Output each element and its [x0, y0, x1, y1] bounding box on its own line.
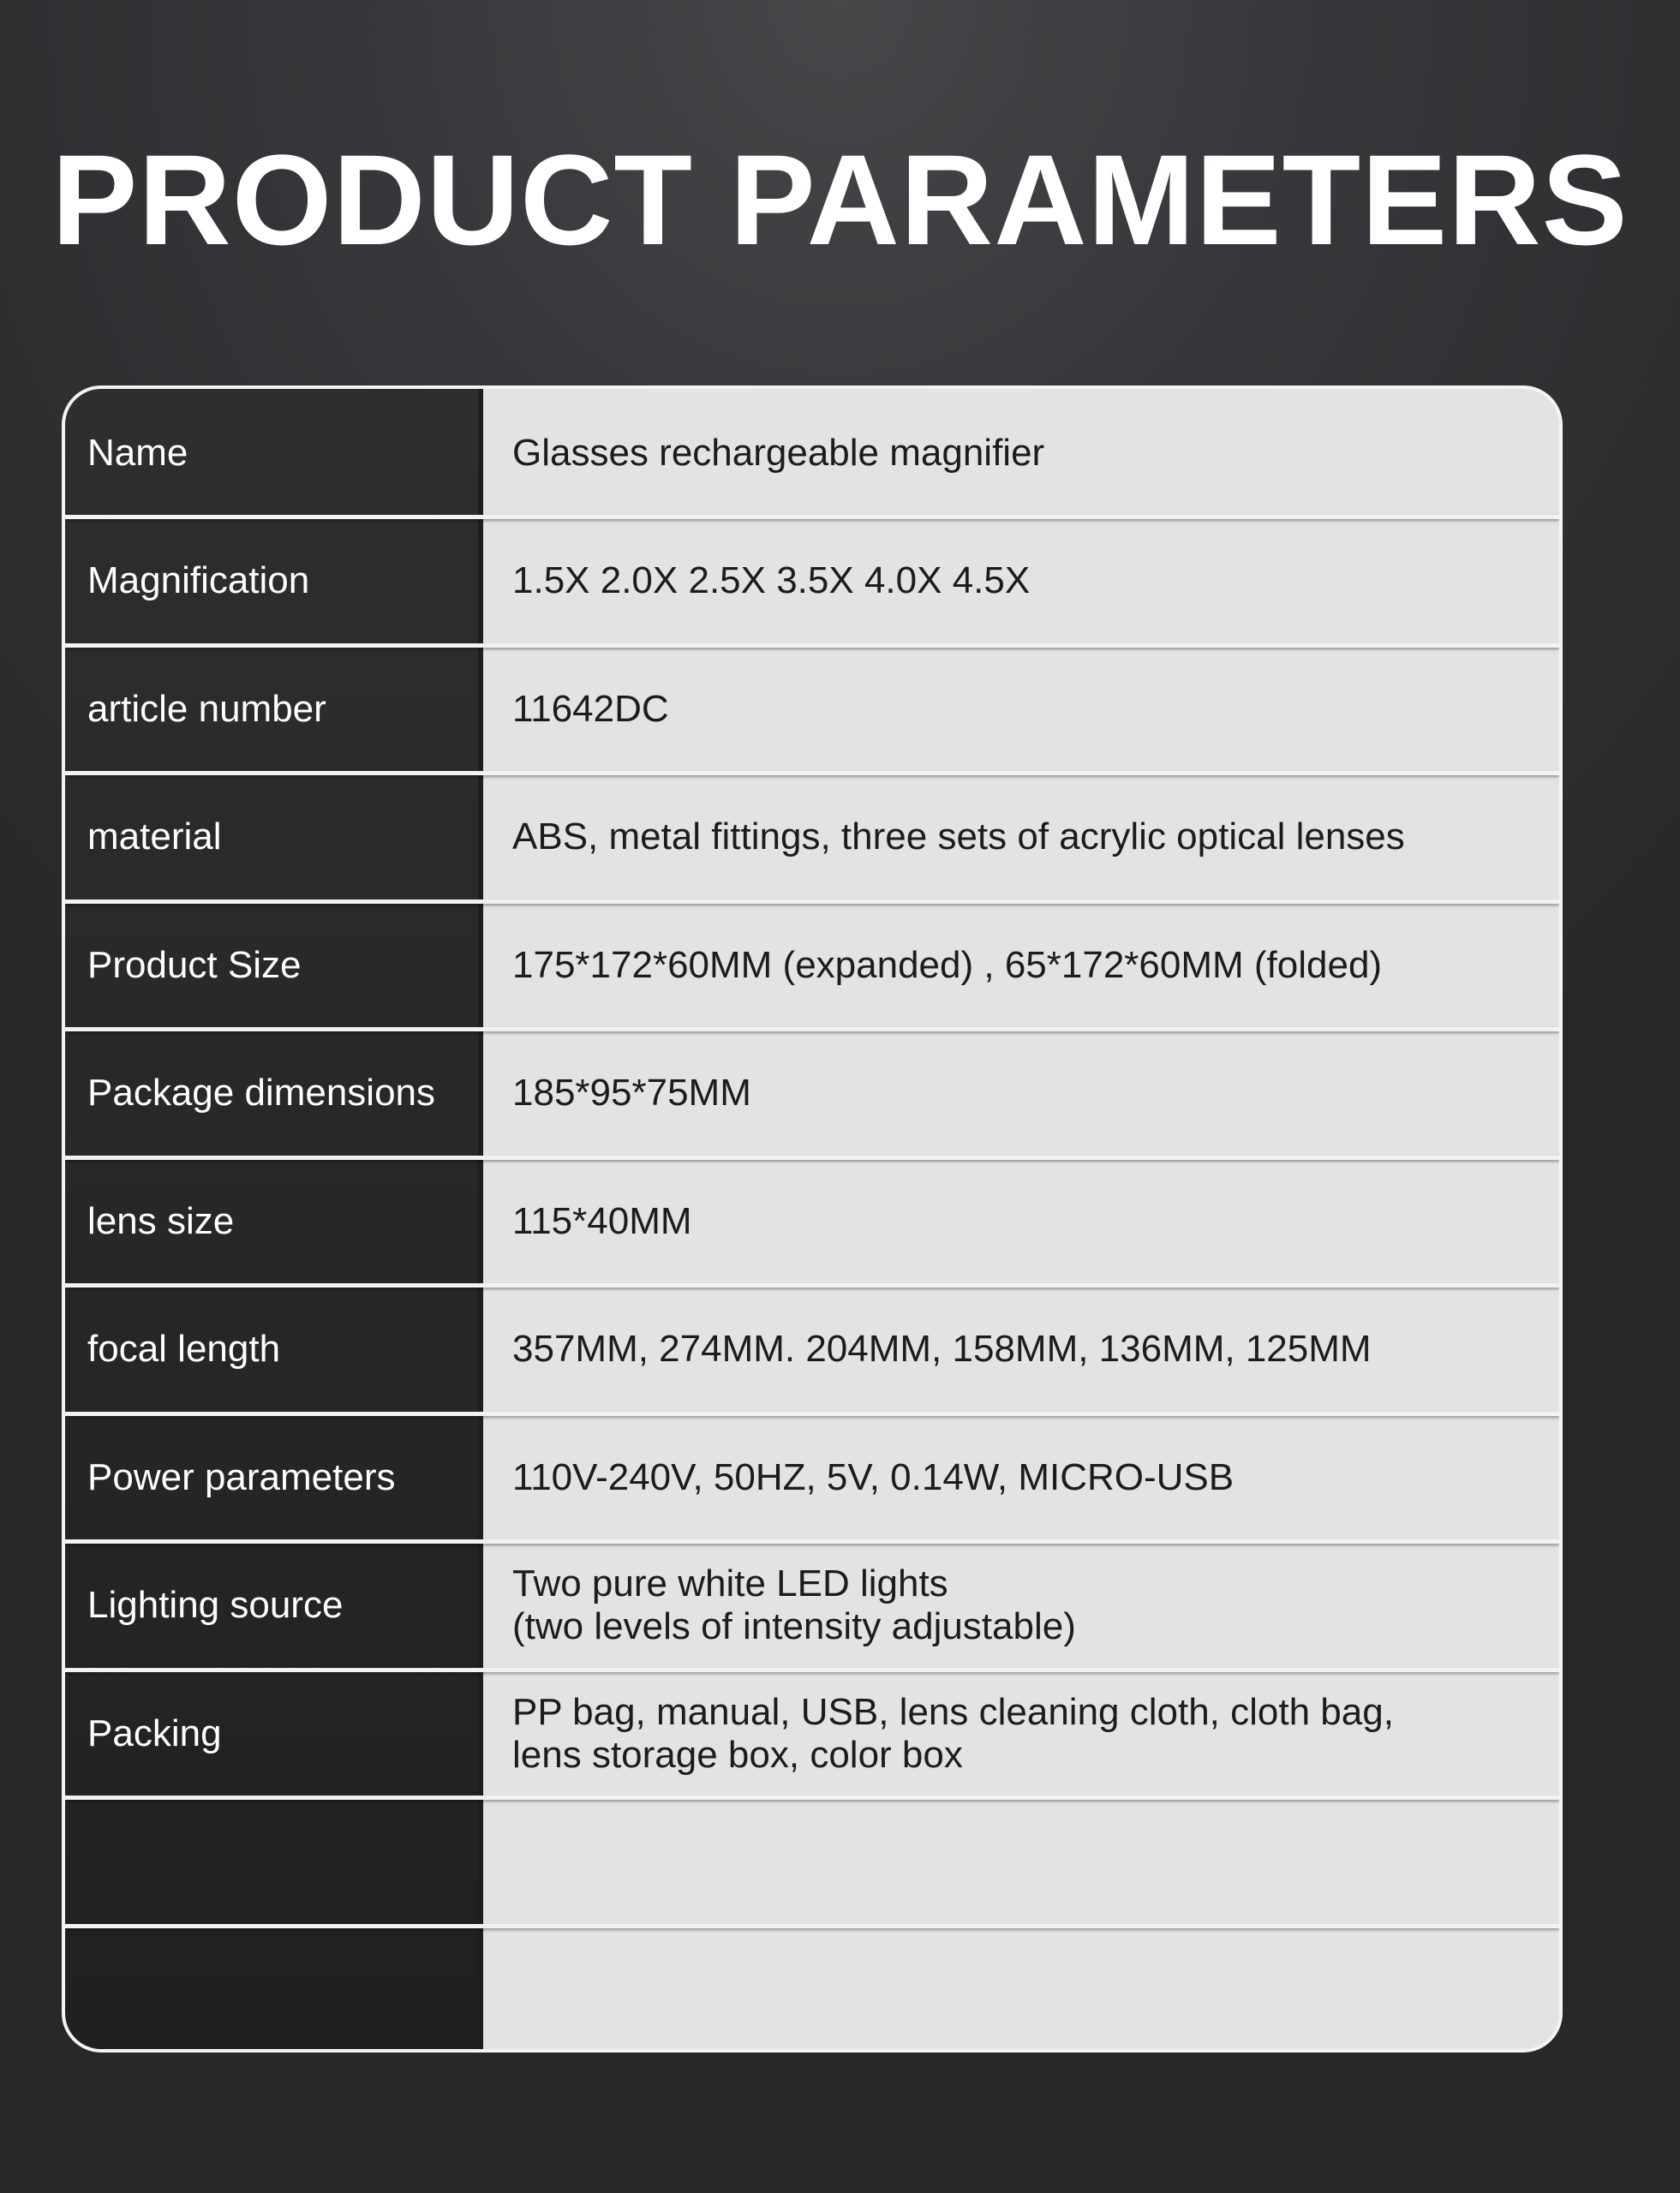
table-row-empty	[65, 1926, 1559, 2053]
row-label: Packing	[87, 1712, 222, 1754]
table-row-empty	[65, 1798, 1559, 1927]
table-row-package-dimensions	[65, 1030, 1559, 1158]
row-label: Product Size	[87, 943, 302, 986]
row-value: 11642DC	[512, 687, 669, 730]
table-row-lighting-source	[65, 1542, 1559, 1670]
row-value: ABS, metal fittings, three sets of acrylic optical lenses	[512, 816, 1405, 858]
row-value: Two pure white LED lights (two levels of intensity adjustable)	[512, 1563, 1076, 1648]
row-value: 115*40MM	[512, 1199, 692, 1242]
row-value: PP bag, manual, USB, lens cleaning cloth, cloth bag, lens storage box, color box	[512, 1690, 1394, 1776]
row-value	[512, 1926, 1540, 2053]
table-row-focal-length	[65, 1286, 1559, 1414]
row-label: article number	[87, 687, 326, 730]
row-label	[87, 1798, 473, 1927]
row-label: Name	[87, 431, 188, 474]
row-label: Magnification	[87, 559, 310, 602]
page-title: PRODUCT PARAMETERS	[51, 128, 1629, 272]
spec-table	[62, 385, 1563, 2053]
row-label	[87, 1926, 473, 2053]
table-row-magnification	[65, 517, 1559, 646]
row-value: 185*95*75MM	[512, 1072, 751, 1114]
row-label: Power parameters	[87, 1455, 396, 1498]
row-value: Glasses rechargeable magnifier	[512, 431, 1045, 474]
row-label: material	[87, 816, 222, 858]
row-value: 110V-240V, 50HZ, 5V, 0.14W, MICRO-USB	[512, 1455, 1235, 1498]
table-row-power-parameters	[65, 1413, 1559, 1542]
table-row-product-size	[65, 901, 1559, 1030]
table-row-name	[65, 389, 1559, 517]
table-row-material	[65, 774, 1559, 902]
row-label: Package dimensions	[87, 1072, 436, 1114]
row-value: 1.5X 2.0X 2.5X 3.5X 4.0X 4.5X	[512, 559, 1031, 602]
row-label: lens size	[87, 1199, 235, 1242]
row-value: 357MM, 274MM. 204MM, 158MM, 136MM, 125MM	[512, 1328, 1372, 1371]
row-label: focal length	[87, 1328, 281, 1371]
row-value: 175*172*60MM (expanded) , 65*172*60MM (folded)	[512, 943, 1383, 986]
row-label: Lighting source	[87, 1584, 344, 1627]
table-row-lens-size	[65, 1157, 1559, 1286]
table-row-article-number	[65, 645, 1559, 774]
row-value	[512, 1798, 1540, 1927]
table-row-packing	[65, 1670, 1559, 1798]
